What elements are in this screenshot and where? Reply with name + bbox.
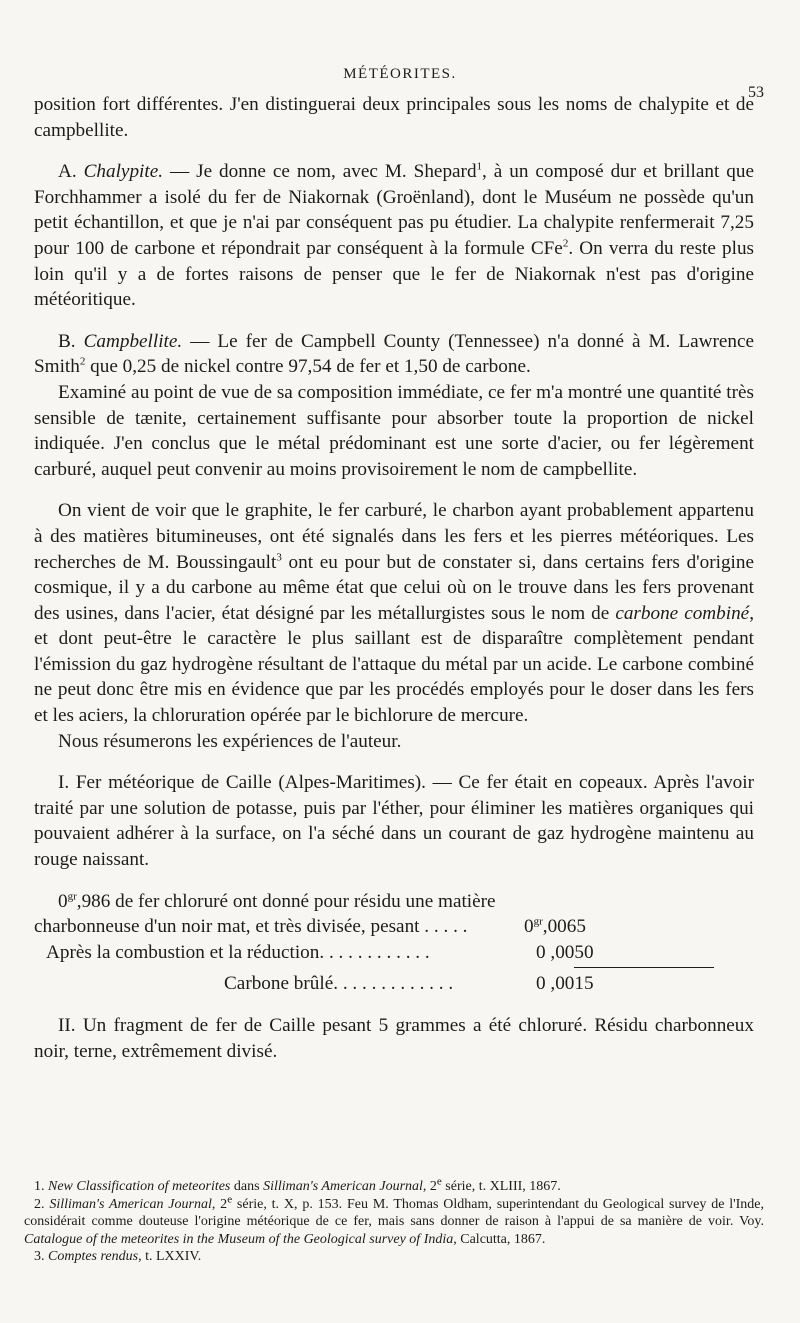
footnote-2-sup: e (227, 1192, 233, 1205)
page-number: 53 (748, 84, 764, 101)
paragraph-resume: Nous résumerons les expériences de l'auteur. (58, 730, 402, 752)
footnotes (24, 1175, 765, 1266)
calc-row-residue (34, 914, 754, 940)
measurement-text: ,986 de fer chloruré ont donné pour résidu une matière (76, 890, 496, 912)
campbellite-text-a: — Le fer de Campbell County (Tennessee) n'a donné à M. Lawrence Smith (34, 330, 754, 378)
paragraph-experiment-2: II. Un fragment de fer de Caille pesant 5 grammes a été chloruré. Résidu charbonneux noir, terne, extrêmement divisé. (34, 1015, 754, 1062)
footnote-ref-1: 1 (476, 160, 483, 173)
paragraph-continuation: position fort différentes. J'en distinguerai deux principales sous les noms de chalypite et de campbellite. (34, 94, 754, 141)
footnote-3 (24, 1248, 764, 1266)
footnote-3-text: , t. LXXIV. (138, 1249, 202, 1264)
footnote-1-title: New Classification of meteorites (48, 1179, 231, 1194)
footnote-1-journal: Silliman's American Journal (263, 1179, 423, 1194)
footnote-1 (24, 1175, 764, 1196)
footnote-1-text-b: série, t. XLIII, 1867. (441, 1179, 561, 1194)
footnote-1-number: 1. (34, 1179, 48, 1194)
formula-subscript: 2 (562, 237, 569, 250)
footnote-ref-3: 3 (276, 551, 282, 564)
term-carbone-combine: carbone combiné (615, 602, 750, 624)
calc-row-combustion (46, 940, 754, 966)
paragraph-chalypite (34, 159, 754, 313)
term-chalypite: Chalypite. (83, 161, 164, 183)
footnote-2-text-c: , Calcutta, 1867. (453, 1231, 546, 1247)
section-label-b: B. (58, 330, 84, 352)
measurement-value-a: 0 (58, 890, 68, 912)
carbone-text-b: ont eu pour but de constater si, dans certains fers d'origine cosmique, il y a du carbone au même état que celui où on le trouve dans les fers provenant des usines, dans l'acier, état désigné par les métallurgistes sous le nom de (34, 551, 754, 624)
chalypite-text-c: . On verra du reste plus loin qu'il y a de fortes raisons de penser que le fer de Niakornak n'est pas d'origine météoritique. (34, 237, 755, 311)
calc-label-combustion: Après la combustion et la réduction. . . . . . . . . . . . (46, 941, 430, 963)
footnote-2-text-a: , 2 (211, 1196, 228, 1212)
section-label-a: A. (58, 161, 84, 183)
calc-value-residue (524, 914, 634, 940)
footnote-2-catalogue: Catalogue of the meteorites in the Museum of the Geological survey of India (24, 1231, 454, 1247)
footnote-2-text-b: série, t. X, p. 153. Feu M. Thomas Oldham, superintendant du Geological survey de l'Inde, considérait comme douteuse l'origine météorique de ce fer, mais sans donner de raison à l'appui de sa manière de voir. Voy. (24, 1196, 765, 1229)
term-campbellite: Campbellite. (83, 330, 183, 352)
paragraph-measurement-intro (34, 889, 754, 915)
footnote-2-number: 2. (34, 1196, 50, 1212)
footnote-2-journal: Silliman's American Journal (49, 1196, 212, 1212)
calc-value-combustion: 0 ,0050 (536, 941, 594, 963)
calc-value-residue-dec: ,0065 (542, 916, 586, 938)
running-header-title: MÉTÉORITES. (343, 66, 457, 82)
carbone-text-c: , et dont peut-être le caractère le plus saillant est de disparaître complètement pendant l'émission du gaz hydrogène résultant de l'attaque du métal par un acide. Le carbone combiné ne peut donc être mis en évidence que par les procédés employés pour le doser dans les fers et les aciers, la chloruration opérée par le bichlorure de mercure. (34, 602, 754, 727)
footnote-1-sup: e (436, 1175, 442, 1188)
footnote-1-mid: dans (230, 1179, 264, 1194)
footnote-3-title: Comptes rendus (48, 1249, 139, 1264)
unit-gram: gr (67, 890, 77, 903)
calc-value-total: 0 ,0015 (536, 973, 594, 995)
paragraph-carbone-combine (34, 498, 754, 728)
paragraph-composition: Examiné au point de vue de sa composition immédiate, ce fer m'a montré une quantité très sensible de tænite, certainement suffisante pour absorber toute la proportion de nickel indiquée. J'en conclus que le métal prédominant est une sorte d'acier, ou fer légèrement carburé, auquel peut convenir au moins provisoirement le nom de campbellite. (34, 381, 754, 480)
calculation-table (34, 914, 754, 997)
chalypite-text-a: — Je donne ce nom, avec M. Shepard (163, 161, 477, 183)
footnote-2 (24, 1192, 765, 1249)
calc-row-total (46, 971, 754, 997)
campbellite-text-b: que 0,25 de nickel contre 97,54 de fer et 1,50 de carbone. (85, 356, 531, 378)
footnote-1-text-a: , 2 (422, 1179, 437, 1194)
body-text (34, 92, 754, 1064)
footnote-ref-2: 2 (79, 355, 86, 368)
paragraph-campbellite (34, 329, 754, 380)
calc-value-residue-int: 0 (524, 916, 534, 938)
footnote-3-number: 3. (34, 1249, 48, 1264)
carbone-text-a: On vient de voir que le graphite, le fer carburé, le charbon ayant probablement appartenu à des matières bitumineuses, ont été signalés dans les fers et les pierres météoriques. Les recherches de M. Boussingault (34, 500, 754, 573)
paragraph-experiment-1: I. Fer météorique de Caille (Alpes-Maritimes). — Ce fer était en copeaux. Après l'avoir traité par une solution de potasse, puis par l'éther, pour éliminer les matières organiques qui pouvaient adhérer à la surface, on l'a séché dans un courant de gaz hydrogène maintenu au rouge naissant. (34, 772, 754, 871)
calc-label-total: Carbone brûlé. . . . . . . . . . . . . (224, 973, 454, 995)
chalypite-text-b: , à un composé dur et brillant que Forchhammer a isolé du fer de Niakornak (Groënland), dont le Muséum ne possède qu'un petit échantillon, et que je n'ai par conséquent pas pu étudier. La chalypite renfermerait 7,25 pour 100 de carbone et répondrait par conséquent à la formule CFe (34, 161, 754, 259)
calc-value-unit: gr (533, 915, 543, 928)
calc-sum-rule (574, 967, 714, 968)
calc-label-residue: charbonneuse d'un noir mat, et très divisée, pesant . . . . . (34, 916, 468, 938)
